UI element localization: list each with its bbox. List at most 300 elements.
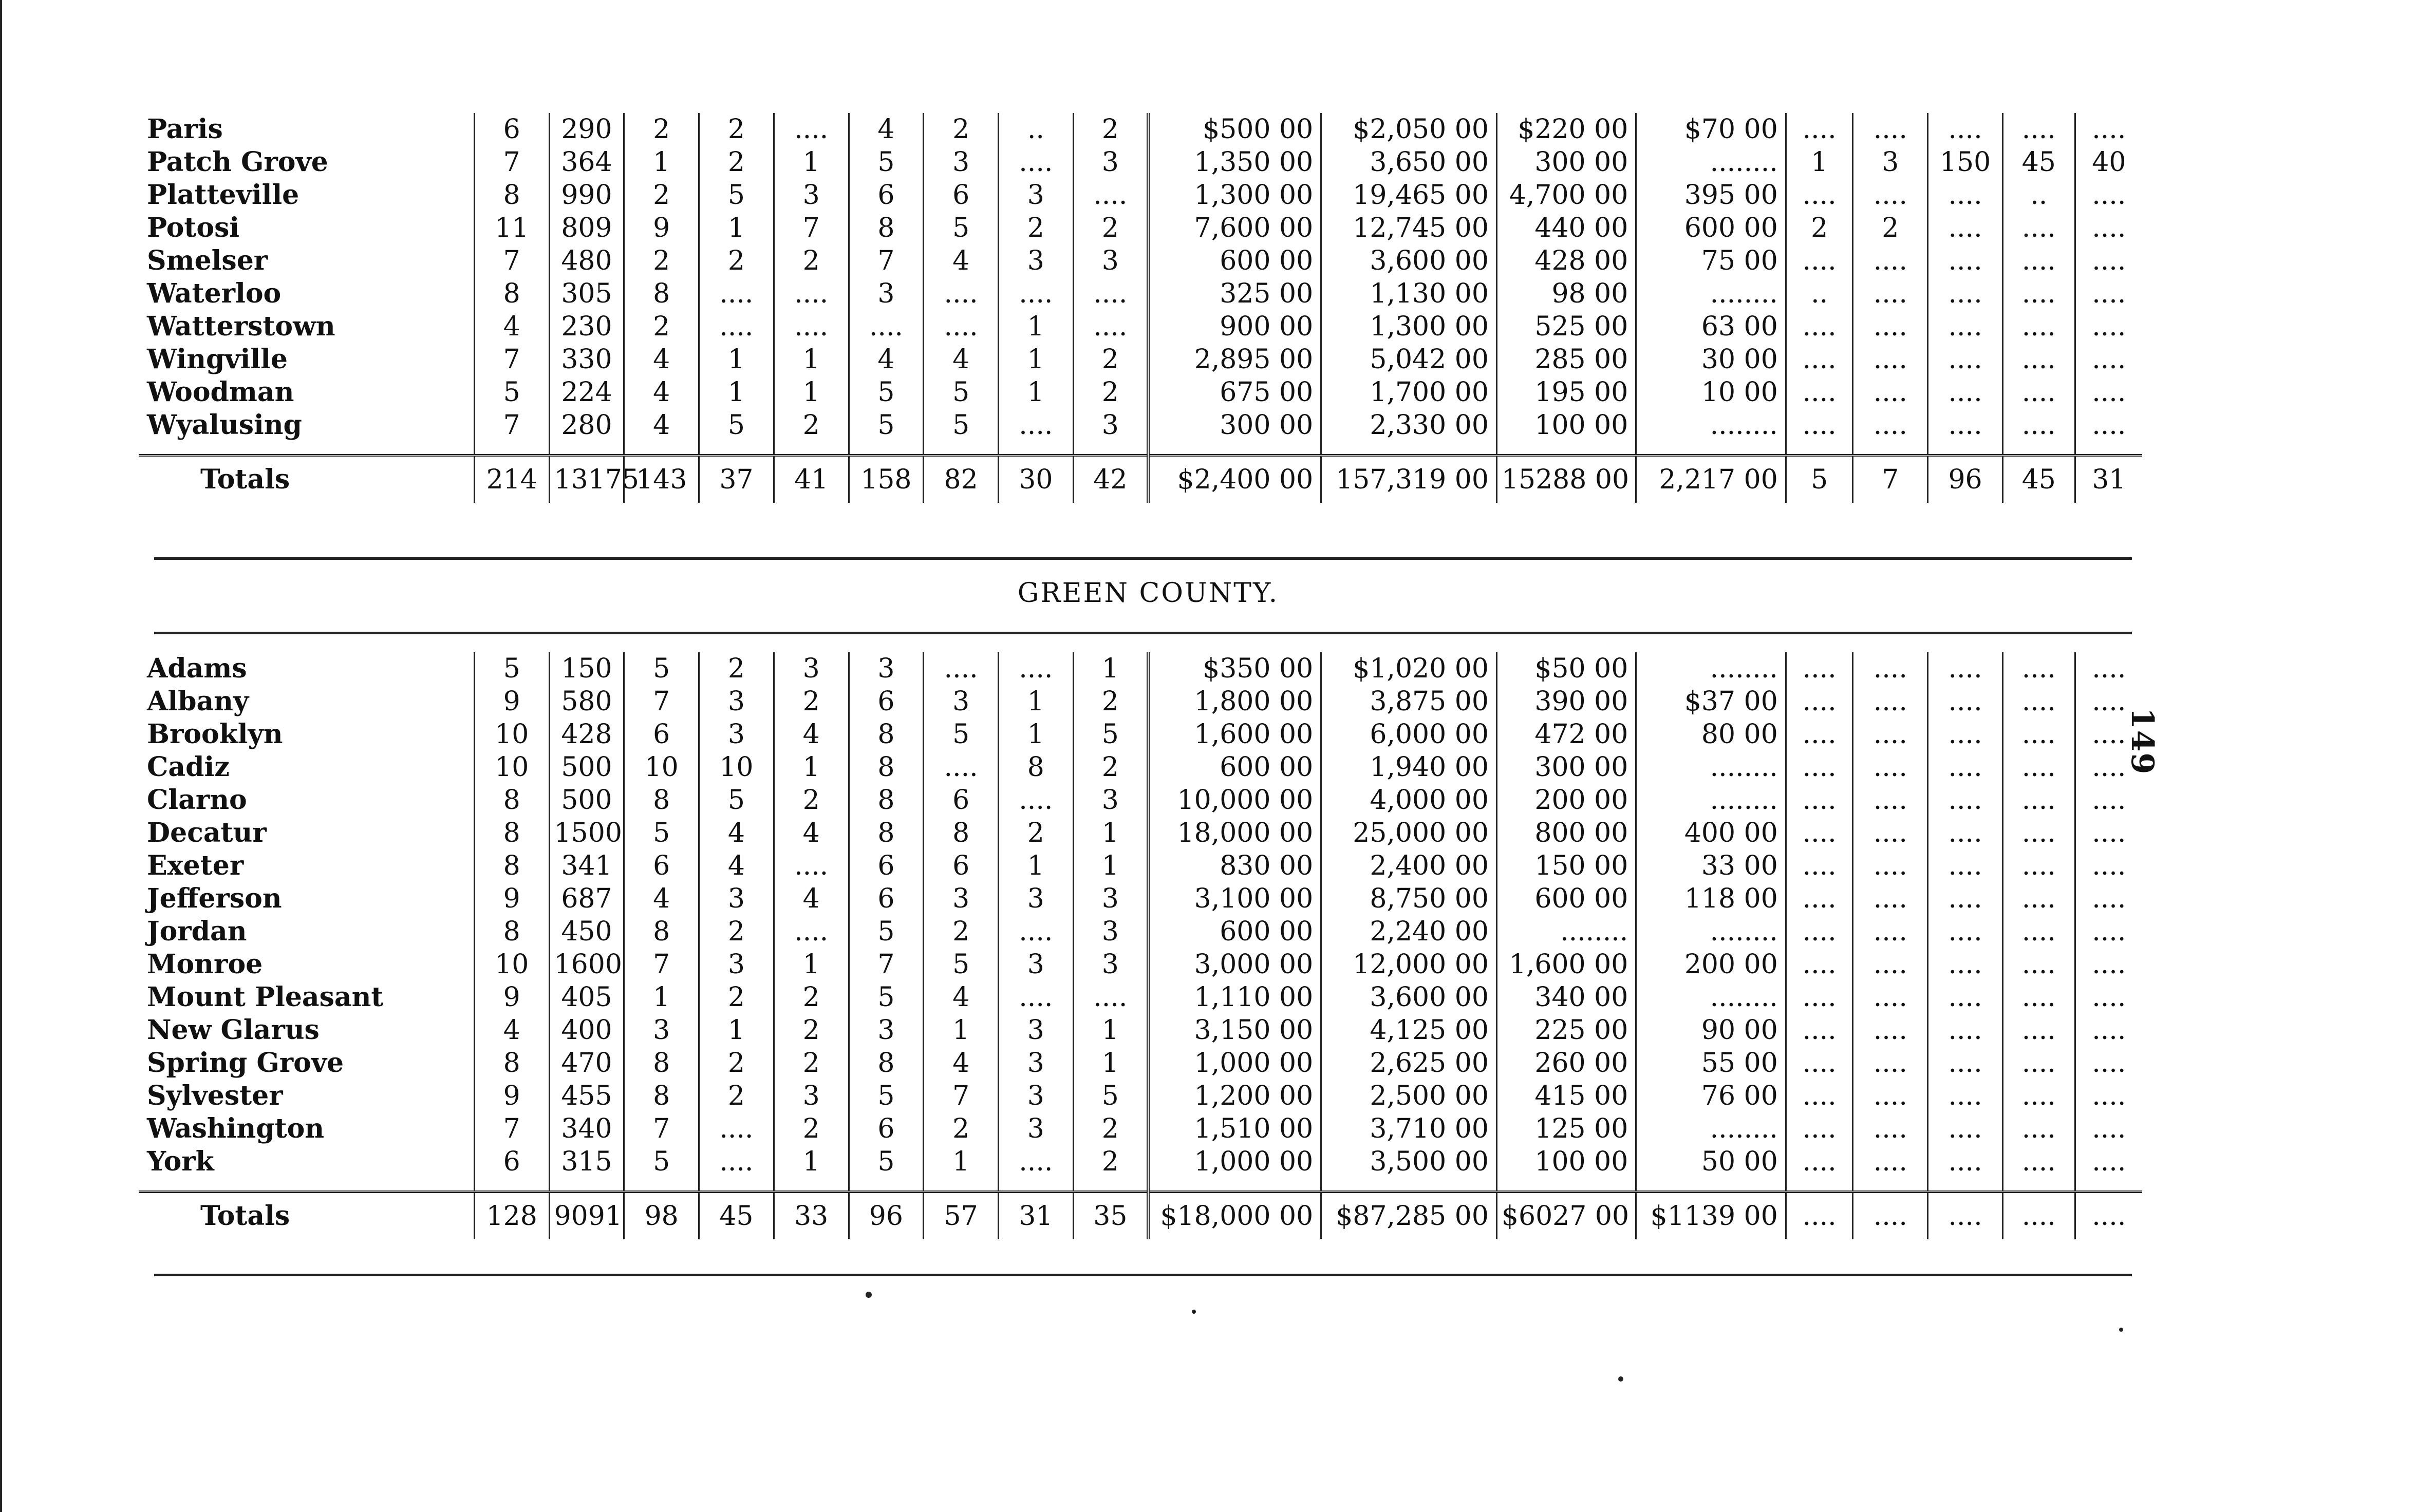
town-name-cell: Mount Pleasant	[147, 981, 384, 1013]
table-cell: $6027 00	[1496, 1192, 1636, 1240]
table-cell: ....	[2002, 1145, 2075, 1178]
table-cell: 2	[699, 1047, 774, 1080]
table-cell: ....	[1853, 784, 1928, 817]
print-speck	[1618, 1376, 1623, 1382]
table-cell: 1,940 00	[1321, 751, 1497, 784]
table-cell: 5	[624, 817, 699, 849]
table-cell: ....	[1073, 277, 1148, 310]
table-cell: 428 00	[1496, 244, 1636, 277]
town-name-cell: Wyalusing	[147, 409, 302, 441]
table-cell: ....	[1786, 915, 1853, 948]
table-cell: 1600	[549, 948, 624, 981]
table-cell: 1	[924, 1014, 999, 1047]
table-cell: 1	[699, 212, 774, 244]
table-cell: 3	[699, 718, 774, 751]
table-cell: ....	[1786, 376, 1853, 409]
green-county-section	[139, 652, 2142, 1239]
table-cell: ....	[1786, 817, 1853, 849]
table-cell: 5	[849, 376, 924, 409]
table-cell: $2,400 00	[1148, 456, 1321, 503]
table-cell: 3	[1073, 244, 1148, 277]
table-cell: 4	[474, 1014, 549, 1047]
table-cell: ........	[1636, 277, 1786, 310]
table-cell: 50 00	[1636, 1145, 1786, 1178]
spacer-cell	[699, 442, 774, 456]
table-cell: 5	[924, 376, 999, 409]
table-cell: 500	[549, 751, 624, 784]
table-cell: 1	[699, 343, 774, 376]
table-cell: 809	[549, 212, 624, 244]
spacer-cell	[1853, 442, 1928, 456]
table-cell: 1	[774, 948, 849, 981]
table-cell: $220 00	[1496, 113, 1636, 146]
spacer-cell	[2075, 442, 2142, 456]
table-cell: 6	[624, 718, 699, 751]
table-cell: 6,000 00	[1321, 718, 1497, 751]
print-speck	[2119, 1328, 2123, 1332]
town-name-cell: Jefferson	[147, 883, 282, 914]
table-cell: 4	[774, 882, 849, 915]
table-cell: ....	[2002, 310, 2075, 343]
table-cell: ....	[1928, 212, 2003, 244]
table-cell: 7	[849, 244, 924, 277]
table-cell: 4	[699, 817, 774, 849]
table-cell: ....	[1853, 409, 1928, 442]
table-cell: 31	[2075, 456, 2142, 503]
table-cell: 6	[924, 784, 999, 817]
table-cell: 2	[774, 1047, 849, 1080]
spacer-cell	[624, 442, 699, 456]
spacer-cell	[699, 1178, 774, 1192]
table-cell: 2	[1073, 212, 1148, 244]
table-cell: 260 00	[1496, 1047, 1636, 1080]
table-cell: 5	[849, 1145, 924, 1178]
table-cell: 3,600 00	[1321, 981, 1497, 1014]
green-county-heading: GREEN COUNTY.	[1017, 578, 1279, 609]
table-cell: 150	[549, 652, 624, 685]
table-cell: ....	[1853, 981, 1928, 1014]
table-cell: 12,000 00	[1321, 948, 1497, 981]
table-cell: 4	[774, 718, 849, 751]
table-cell: 687	[549, 882, 624, 915]
table-cell: 9	[474, 882, 549, 915]
grant-county-rows	[139, 113, 2142, 503]
table-cell: 143	[624, 456, 699, 503]
table-row	[139, 1047, 2142, 1080]
table-cell: 4	[474, 310, 549, 343]
table-cell: 4,700 00	[1496, 179, 1636, 212]
spacer-cell	[1636, 1178, 1786, 1192]
grant-county-section	[139, 113, 2142, 503]
table-cell: 45	[699, 1192, 774, 1240]
table-cell: ....	[1928, 376, 2003, 409]
table-cell: $2,050 00	[1321, 113, 1497, 146]
spacer-cell	[2002, 442, 2075, 456]
table-cell: ........	[1636, 784, 1786, 817]
table-cell: $70 00	[1636, 113, 1786, 146]
spacer-cell	[549, 1178, 624, 1192]
table-cell: 3	[998, 882, 1073, 915]
table-cell: 3	[998, 1080, 1073, 1112]
spacer-cell	[2002, 1178, 2075, 1192]
table-cell: 3	[924, 685, 999, 718]
table-cell: ....	[1853, 244, 1928, 277]
table-cell: $1,020 00	[1321, 652, 1497, 685]
table-cell: 8	[624, 1080, 699, 1112]
table-cell: 600 00	[1636, 212, 1786, 244]
table-cell: 96	[849, 1192, 924, 1240]
table-cell: 3,000 00	[1148, 948, 1321, 981]
spacer-cell	[474, 442, 549, 456]
table-cell: 1	[1073, 1047, 1148, 1080]
table-cell: 2	[624, 179, 699, 212]
table-cell: 55 00	[1636, 1047, 1786, 1080]
spacer-cell	[924, 1178, 999, 1192]
table-cell: 25,000 00	[1321, 817, 1497, 849]
table-cell: 6	[849, 685, 924, 718]
table-cell: 5	[699, 784, 774, 817]
table-cell: ....	[1928, 1047, 2003, 1080]
table-cell: 1,510 00	[1148, 1112, 1321, 1145]
table-cell: ....	[2075, 1192, 2142, 1240]
table-cell: ....	[2002, 652, 2075, 685]
table-cell: 2,330 00	[1321, 409, 1497, 442]
table-cell: 600 00	[1148, 915, 1321, 948]
table-cell: $350 00	[1148, 652, 1321, 685]
town-name-cell: Smelser	[147, 245, 268, 276]
table-cell: 2	[699, 652, 774, 685]
table-cell: ........	[1636, 751, 1786, 784]
town-name-cell: Monroe	[147, 949, 263, 980]
table-cell: ....	[1786, 1080, 1853, 1112]
table-cell: 3	[924, 882, 999, 915]
table-row	[139, 343, 2142, 376]
table-row	[139, 915, 2142, 948]
spacer-cell	[1496, 1178, 1636, 1192]
grant-county-table	[139, 113, 2142, 503]
table-cell: 2	[624, 244, 699, 277]
table-cell: 472 00	[1496, 718, 1636, 751]
table-cell: ....	[1928, 685, 2003, 718]
table-cell: 285 00	[1496, 343, 1636, 376]
table-cell: ....	[1786, 882, 1853, 915]
table-cell: ....	[1928, 718, 2003, 751]
table-cell: ....	[2002, 212, 2075, 244]
table-cell: 1,110 00	[1148, 981, 1321, 1014]
spacer-cell	[1148, 1178, 1321, 1192]
table-cell: ....	[1928, 1080, 2003, 1112]
table-cell: 340	[549, 1112, 624, 1145]
table-cell: 1,200 00	[1148, 1080, 1321, 1112]
table-cell: 2	[1073, 1112, 1148, 1145]
table-cell: ........	[1636, 1112, 1786, 1145]
table-cell: ....	[1786, 948, 1853, 981]
table-cell: 2	[774, 1112, 849, 1145]
town-name-cell: Platteville	[147, 179, 299, 211]
table-cell: 9	[474, 1080, 549, 1112]
table-row	[139, 948, 2142, 981]
table-cell: 7	[774, 212, 849, 244]
table-cell: 2,895 00	[1148, 343, 1321, 376]
spacer-cell	[849, 1178, 924, 1192]
table-row	[139, 376, 2142, 409]
table-cell: 8	[474, 1047, 549, 1080]
print-speck	[1192, 1310, 1196, 1314]
table-cell: ....	[1786, 244, 1853, 277]
table-cell: ....	[2002, 718, 2075, 751]
table-cell: 325 00	[1148, 277, 1321, 310]
table-cell: ....	[1786, 409, 1853, 442]
table-cell: ....	[1853, 310, 1928, 343]
table-cell: 1	[774, 343, 849, 376]
table-cell: 4	[624, 376, 699, 409]
table-cell: ....	[699, 277, 774, 310]
table-cell: 5	[699, 179, 774, 212]
spacer-cell	[924, 442, 999, 456]
table-row	[139, 849, 2142, 882]
table-cell: ....	[924, 652, 999, 685]
green-county-rows	[139, 652, 2142, 1239]
table-cell: ....	[2075, 948, 2142, 981]
table-cell: 3	[849, 652, 924, 685]
town-name-cell: Woodman	[147, 376, 294, 408]
table-cell: ....	[2002, 981, 2075, 1014]
table-cell: 3,650 00	[1321, 146, 1497, 179]
table-cell: 10	[699, 751, 774, 784]
green-county-top-rule	[154, 632, 2132, 634]
table-cell: ....	[2002, 1014, 2075, 1047]
table-cell: ....	[1853, 1192, 1928, 1240]
table-row	[139, 179, 2142, 212]
table-cell: 5	[924, 718, 999, 751]
table-row	[139, 244, 2142, 277]
table-cell: ....	[1928, 882, 2003, 915]
table-cell: 5	[849, 915, 924, 948]
table-cell: 4	[699, 849, 774, 882]
table-cell: 390 00	[1496, 685, 1636, 718]
table-cell: ........	[1636, 981, 1786, 1014]
table-cell: 2	[774, 244, 849, 277]
table-cell: ....	[2075, 212, 2142, 244]
table-cell: 10	[624, 751, 699, 784]
table-cell: 341	[549, 849, 624, 882]
table-cell: 2	[1073, 685, 1148, 718]
table-cell: ........	[1636, 915, 1786, 948]
table-cell: 3	[699, 882, 774, 915]
table-cell: ....	[998, 652, 1073, 685]
table-cell: 8	[849, 1047, 924, 1080]
spacer-cell	[139, 1178, 474, 1192]
table-cell: ....	[774, 915, 849, 948]
table-cell: ....	[1786, 1014, 1853, 1047]
table-cell: 1	[998, 718, 1073, 751]
table-row	[139, 277, 2142, 310]
spacer-cell	[1928, 442, 2003, 456]
table-cell: ....	[1073, 310, 1148, 343]
table-cell: 1	[699, 1014, 774, 1047]
table-cell: ....	[1928, 981, 2003, 1014]
town-name-cell: York	[147, 1146, 214, 1177]
spacer-cell	[624, 1178, 699, 1192]
table-cell: $50 00	[1496, 652, 1636, 685]
table-cell: 330	[549, 343, 624, 376]
table-cell: 225 00	[1496, 1014, 1636, 1047]
table-cell: ....	[1928, 179, 2003, 212]
green-county-bottom-rule	[154, 1274, 2132, 1276]
spacer-cell	[1321, 442, 1497, 456]
table-cell: 10,000 00	[1148, 784, 1321, 817]
table-cell: ....	[998, 277, 1073, 310]
table-cell: 8	[849, 212, 924, 244]
table-cell: 3,875 00	[1321, 685, 1497, 718]
table-cell: 1	[1073, 817, 1148, 849]
table-cell: 6	[849, 179, 924, 212]
table-cell: 2	[699, 1080, 774, 1112]
table-cell: 1	[774, 1145, 849, 1178]
spacer-cell	[1073, 1178, 1148, 1192]
table-cell: 315	[549, 1145, 624, 1178]
table-cell: 4	[849, 343, 924, 376]
spacer-cell	[1786, 442, 1853, 456]
town-name-cell: Washington	[147, 1113, 325, 1144]
table-cell: 1	[1073, 1014, 1148, 1047]
table-cell: 5	[699, 409, 774, 442]
table-cell: $87,285 00	[1321, 1192, 1497, 1240]
table-cell: ....	[2002, 784, 2075, 817]
table-cell: ....	[1786, 1192, 1853, 1240]
table-cell: 5	[924, 212, 999, 244]
table-cell: 3	[1073, 409, 1148, 442]
table-cell: ....	[1786, 343, 1853, 376]
table-cell: 76 00	[1636, 1080, 1786, 1112]
table-cell: ....	[2002, 685, 2075, 718]
table-cell: 5	[624, 1145, 699, 1178]
table-cell: 3	[924, 146, 999, 179]
table-cell: ....	[2075, 277, 2142, 310]
table-cell: ....	[1928, 277, 2003, 310]
table-cell: 4	[849, 113, 924, 146]
table-cell: 440 00	[1496, 212, 1636, 244]
table-cell: 9	[474, 981, 549, 1014]
table-cell: 8	[474, 915, 549, 948]
table-cell: 2	[699, 244, 774, 277]
table-cell: ....	[1928, 310, 2003, 343]
table-cell: 8	[998, 751, 1073, 784]
table-cell: 3,710 00	[1321, 1112, 1497, 1145]
table-cell: 98	[624, 1192, 699, 1240]
table-cell: 8	[849, 784, 924, 817]
table-cell: 7	[924, 1080, 999, 1112]
table-cell: 10	[474, 751, 549, 784]
table-cell: ....	[2075, 652, 2142, 685]
table-cell: 600 00	[1148, 751, 1321, 784]
table-cell: 800 00	[1496, 817, 1636, 849]
table-cell: 98 00	[1496, 277, 1636, 310]
table-cell: ....	[2075, 1014, 2142, 1047]
table-cell: ..	[2002, 179, 2075, 212]
table-cell: 2	[998, 212, 1073, 244]
table-cell: 2	[624, 310, 699, 343]
table-cell: 300 00	[1496, 146, 1636, 179]
table-cell: 8	[849, 718, 924, 751]
table-cell: 5	[849, 1080, 924, 1112]
table-cell: 200 00	[1496, 784, 1636, 817]
table-cell: 3	[998, 1112, 1073, 1145]
table-cell: ....	[1853, 1112, 1928, 1145]
table-cell: ....	[998, 146, 1073, 179]
table-cell: 8	[624, 277, 699, 310]
table-cell: 3	[774, 1080, 849, 1112]
table-cell: 1,600 00	[1496, 948, 1636, 981]
table-cell: 600 00	[1496, 882, 1636, 915]
table-cell: 2	[924, 915, 999, 948]
table-cell: ....	[998, 784, 1073, 817]
table-cell: ....	[1853, 1145, 1928, 1178]
table-cell: 2	[774, 784, 849, 817]
table-cell: ....	[1928, 1112, 2003, 1145]
table-cell: 3	[1073, 915, 1148, 948]
table-cell: 3	[624, 1014, 699, 1047]
table-cell: ....	[2075, 310, 2142, 343]
table-cell: ....	[2075, 915, 2142, 948]
table-cell: 6	[849, 1112, 924, 1145]
spacer-cell	[998, 442, 1073, 456]
green-county-table	[139, 652, 2142, 1239]
spacer-cell	[1853, 1178, 1928, 1192]
table-cell: ........	[1636, 652, 1786, 685]
table-cell: 4,000 00	[1321, 784, 1497, 817]
table-cell: ....	[699, 310, 774, 343]
table-cell: 200 00	[1636, 948, 1786, 981]
table-cell: ....	[998, 981, 1073, 1014]
table-row	[139, 981, 2142, 1014]
table-spacer-row	[139, 1178, 2142, 1192]
table-cell: 1	[1073, 849, 1148, 882]
table-cell: 8	[849, 751, 924, 784]
town-name-cell: Sylvester	[147, 1080, 283, 1111]
table-cell: 6	[849, 849, 924, 882]
table-cell: 214	[474, 456, 549, 503]
table-cell: ....	[1853, 915, 1928, 948]
table-cell: 5	[474, 376, 549, 409]
table-cell: ....	[1786, 113, 1853, 146]
totals-label: Totals	[139, 456, 474, 503]
table-cell: 1	[699, 376, 774, 409]
table-cell: 150 00	[1496, 849, 1636, 882]
table-cell: ....	[774, 849, 849, 882]
table-cell: ....	[1928, 915, 2003, 948]
table-cell: 2	[624, 113, 699, 146]
table-cell: 3	[774, 179, 849, 212]
table-cell: 1	[774, 146, 849, 179]
totals-row	[139, 1192, 2142, 1240]
table-cell: 3	[1853, 146, 1928, 179]
table-cell: 3	[998, 1047, 1073, 1080]
table-cell: 2,217 00	[1636, 456, 1786, 503]
table-row	[139, 113, 2142, 146]
table-cell: 2	[1853, 212, 1928, 244]
table-cell: ....	[1853, 277, 1928, 310]
table-cell: ....	[1786, 784, 1853, 817]
table-cell: ....	[2002, 849, 2075, 882]
table-cell: ....	[1073, 179, 1148, 212]
table-cell: 5	[849, 146, 924, 179]
table-cell: 37	[699, 456, 774, 503]
table-cell: 525 00	[1496, 310, 1636, 343]
table-cell: ....	[699, 1112, 774, 1145]
table-cell: 18,000 00	[1148, 817, 1321, 849]
table-cell: ....	[2002, 343, 2075, 376]
